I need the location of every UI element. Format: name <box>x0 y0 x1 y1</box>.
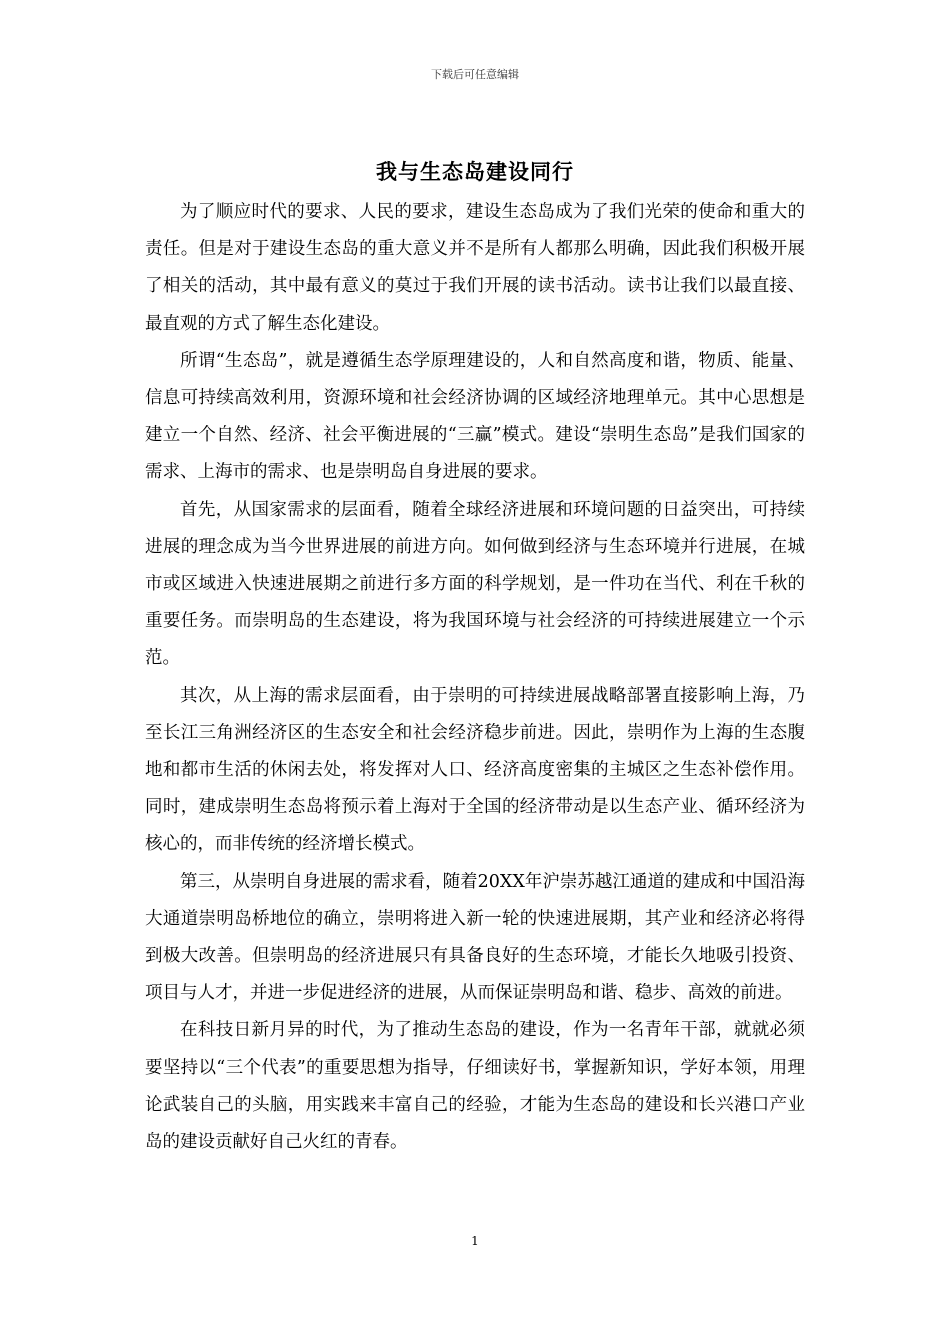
paragraph-4: 其次，从上海的需求层面看，由于崇明的可持续进展战略部署直接影响上海，乃至长江三角洲经济区的生态安全和社会经济稳步前进。因此，崇明作为上海的生态腹地和都市生活的休闲去处，将发挥对人口、经济高度密集的主城区之生态补偿作用。同时，建成崇明生态岛将预示着上海对于全国的经济带动是以生态产业、循环经济为核心的，而非传统的经济增长模式。 <box>145 685 805 855</box>
page-header-note: 下载后可任意编辑 <box>431 68 519 81</box>
paragraph-5: 第三，从崇明自身进展的需求看，随着20XX年沪崇苏越江通道的建成和中国沿海大通道崇明岛桥地位的确立，崇明将进入新一轮的快速进展期，其产业和经济必将得到极大改善。但崇明岛的经济进展只有具备良好的生态环境，才能长久地吸引投资、项目与人才，并进一步促进经济的进展，从而保证崇明岛和谐、稳步、高效的前进。 <box>145 871 805 1004</box>
paragraph-6: 在科技日新月异的时代，为了推动生态岛的建设，作为一名青年干部，就就必须要坚持以“三个代表”的重要思想为指导，仔细读好书，掌握新知识，学好本领，用理论武装自己的头脑，用实践来丰富自己的经验，才能为生态岛的建设和长兴港口产业岛的建设贡献好自己火红的青春。 <box>145 1020 805 1153</box>
paragraph-2: 所谓“生态岛”，就是遵循生态学原理建设的，人和自然高度和谐，物质、能量、信息可持续高效利用，资源环境和社会经济协调的区域经济地理单元。其中心思想是建立一个自然、经济、社会平衡进展的“三赢”模式。建设“崇明生态岛”是我们国家的需求、上海市的需求、也是崇明岛自身进展的要求。 <box>145 350 805 483</box>
paragraph-3: 首先，从国家需求的层面看，随着全球经济进展和环境问题的日益突出，可持续进展的理念成为当今世界进展的前进方向。如何做到经济与生态环境并行进展，在城市或区域进入快速进展期之前进行多方面的科学规划，是一件功在当代、利在千秋的重要任务。而崇明岛的生态建设，将为我国环境与社会经济的可持续进展建立一个示范。 <box>145 499 805 669</box>
document-body <box>145 194 805 1161</box>
paragraph-1: 为了顺应时代的要求、人民的要求，建设生态岛成为了我们光荣的使命和重大的责任。但是对于建设生态岛的重大意义并不是所有人都那么明确，因此我们积极开展了相关的活动，其中最有意义的莫过于我们开展的读书活动。读书让我们以最直接、最直观的方式了解生态化建设。 <box>145 202 805 334</box>
page-number: 1 <box>471 1234 479 1248</box>
document-title: 我与生态岛建设同行 <box>376 159 574 184</box>
